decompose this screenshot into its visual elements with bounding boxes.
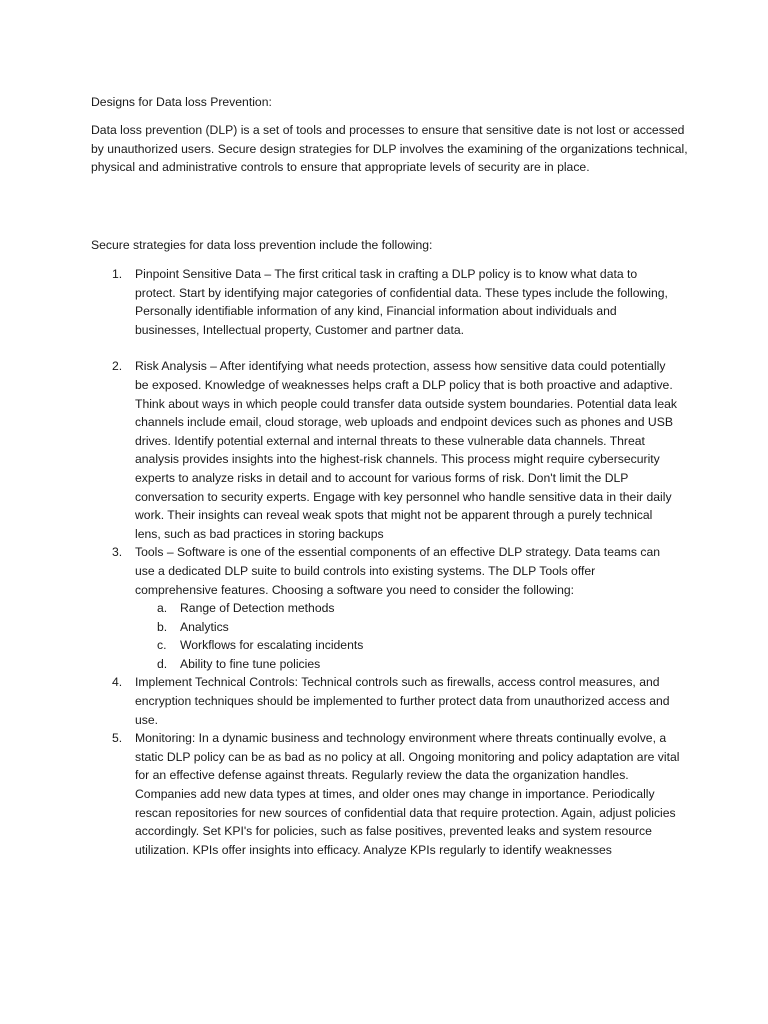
sub-list-text: Workflows for escalating incidents (180, 638, 364, 653)
list-item-text: Risk Analysis – After identifying what needs protection, assess how sensitive data could potentially be exposed. Knowledge of weaknesses helps craft a DLP policy that is both proactive and adaptive. Think about ways in which people could transfer data outside system boundaries. Potential data leak channels include email, cloud storage, web uploads and endpoint devices such as phones and USB drives. Identify potential external and internal threats to these vulnerable data channels. Threat analysis provides insights into the highest-risk channels. This process might require cybersecurity experts to analyze risks in detail and to account for various forms of risk. Don't limit the DLP conversation to security experts. Engage with key personnel who handle sensitive data in their daily work. Their insights can reveal weak spots that might not be apparent through a purely technical lens, such as bad practices in storing backups (135, 359, 677, 541)
list-item-text: Monitoring: In a dynamic business and technology environment where threats continually evolve, a static DLP policy can be as bad as no policy at all. Ongoing monitoring and policy adaptation are vital for an effective defense against threats. Regularly review the data the organization handles. Companies add new data types at times, and older ones may change in importance. Periodically rescan repositories for new sources of confidential data that require protection. Again, adjust policies accordingly. Set KPI's for policies, such as false positives, prevented leaks and system resource utilization. KPIs offer insights into efficacy. Analyze KPIs regularly to identify weaknesses (135, 731, 680, 857)
strategy-list (0, 265, 768, 859)
list-item-pinpoint (0, 265, 680, 339)
sub-list-text: Range of Detection methods (180, 601, 335, 616)
sub-list-item (0, 636, 768, 655)
document-heading: Designs for Data loss Prevention: (91, 95, 272, 109)
sub-list-item (0, 655, 768, 674)
list-number: 4. (112, 675, 123, 690)
list-item-tools (0, 543, 680, 599)
list-item-text: Implement Technical Controls: Technical controls such as firewalls, access control measures, and encryption techniques should be implemented to further protect data from unauthorized access and use. (135, 675, 670, 727)
list-item-text: Tools – Software is one of the essential components of an effective DLP strategy. Data teams can use a dedicated DLP suite to build controls into existing systems. The DLP Tools offer comprehensive features. Choosing a software you need to consider the following: (135, 545, 661, 597)
list-item-monitoring (0, 729, 680, 859)
list-lead-in: Secure strategies for data loss prevention include the following: (91, 238, 433, 252)
sub-list-letter: b. (157, 619, 168, 634)
sub-list-item (0, 599, 768, 618)
sub-list-letter: d. (157, 656, 168, 671)
sub-list-text: Ability to fine tune policies (180, 656, 321, 671)
sub-list-letter: a. (157, 601, 168, 616)
list-number: 1. (112, 267, 123, 281)
list-item-text: Pinpoint Sensitive Data – The first critical task in crafting a DLP policy is to know what data to protect. Start by identifying major categories of confidential data. These types include the following, Personally identifiable information of any kind, Financial information about individuals and businesses, Intellectual property, Customer and partner data. (135, 267, 668, 337)
sub-list-item (0, 618, 768, 637)
list-number: 2. (112, 359, 123, 374)
list-number: 3. (112, 545, 123, 560)
list-number: 5. (112, 731, 123, 746)
intro-paragraph: Data loss prevention (DLP) is a set of tools and processes to ensure that sensitive date is not lost or accessed by unauthorized users. Secure design strategies for DLP involves the examining of the organizations technical, physical and administrative controls to ensure that appropriate levels of security are in place. (91, 123, 688, 175)
list-item-technical-controls (0, 673, 680, 729)
sub-list-text: Analytics (180, 619, 229, 634)
list-item-risk-analysis (0, 357, 680, 543)
sub-list-letter: c. (157, 638, 167, 653)
